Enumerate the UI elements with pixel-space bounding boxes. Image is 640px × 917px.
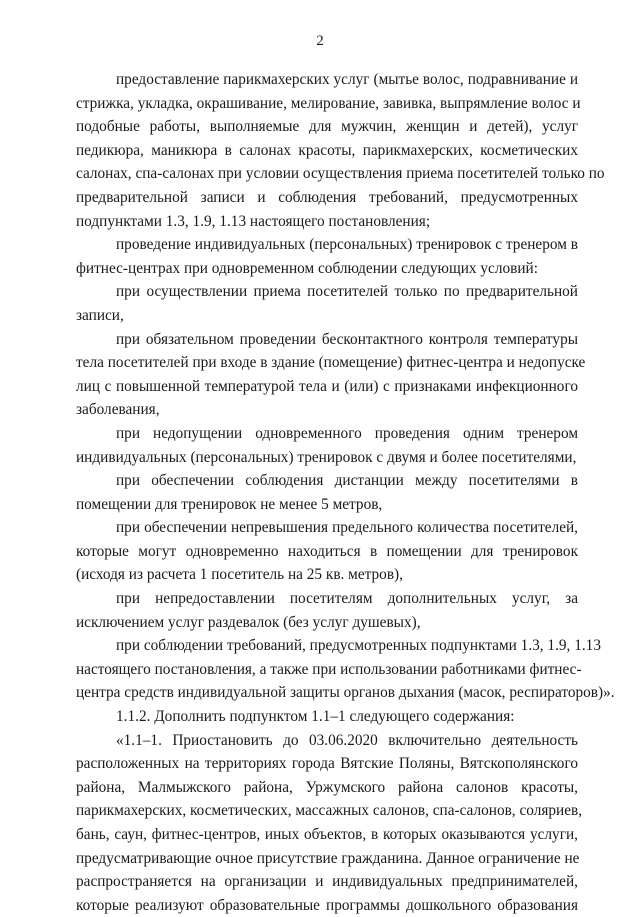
text-line: при осуществлении приема посетителей только по предварительной	[116, 283, 578, 301]
text-line: парикмахерских, косметических, массажных салонов, спа-салонов, соляриев,	[76, 802, 583, 820]
text-line: предварительной записи и соблюдения требований, предусмотренных	[76, 188, 578, 206]
text-line: исключением услуг раздевалок (без услуг душевых),	[76, 613, 421, 631]
page-number: 2	[316, 33, 324, 49]
text-line: салонах, спа-салонах при условии осуществления приема посетителей только по	[76, 165, 605, 183]
text-line: при обеспечении непревышения предельного количества посетителей,	[116, 519, 578, 537]
text-line: предусматривающие очное присутствие гражданина. Данное ограничение не	[76, 849, 580, 867]
text-line: лиц с повышенной температурой тела и (или) с признаками инфекционного	[76, 377, 578, 395]
paragraph	[76, 422, 578, 469]
paragraph	[76, 280, 578, 327]
paragraph	[76, 328, 586, 422]
text-line: индивидуальных (персональных) тренировок с двумя и более посетителями,	[76, 448, 577, 466]
text-line: записи,	[76, 306, 124, 324]
text-line: подпунктами 1.3, 1.9, 1.13 настоящего постановления;	[76, 212, 431, 230]
text-line: настоящего постановления, а также при использовании работниками фитнес-	[76, 660, 582, 678]
text-line: при обеспечении соблюдения дистанции между посетителями в	[116, 472, 578, 490]
text-line: распространяется на организации и индивидуальных предпринимателей,	[76, 873, 578, 891]
text-line: заболевания,	[76, 401, 160, 419]
text-line: стрижка, укладка, окрашивание, мелирование, завивка, выпрямление волос и	[76, 94, 581, 112]
paragraph	[76, 705, 578, 729]
paragraph	[76, 729, 583, 917]
text-line: центра средств индивидуальной защиты органов дыхания (масок, респираторов)».	[76, 684, 615, 702]
text-line: при обязательном проведении бесконтактного контроля температуры	[116, 330, 578, 348]
text-line: 1.1.2. Дополнить подпунктом 1.1–1 следующего содержания:	[116, 708, 515, 726]
text-line: при непредоставлении посетителям дополнительных услуг, за	[116, 590, 578, 608]
text-line: помещении для тренировок не менее 5 метров,	[76, 495, 383, 513]
text-line: района, Малмыжского района, Уржумского района салонов красоты,	[76, 778, 578, 796]
paragraph	[76, 233, 578, 280]
paragraph	[76, 634, 615, 705]
text-line: (исходя из расчета 1 посетитель на 25 кв. метров),	[76, 566, 403, 584]
text-line: проведение индивидуальных (персональных) тренировок с тренером в	[116, 236, 578, 254]
text-line: тела посетителей при входе в здание (помещение) фитнес-центра и недопуске	[76, 354, 586, 372]
text-line: которые могут одновременно находиться в помещении для тренировок	[76, 542, 578, 560]
text-line: при недопущении одновременного проведения одним тренером	[116, 424, 578, 442]
paragraph	[76, 587, 578, 634]
text-line: предоставление парикмахерских услуг (мытье волос, подравнивание и	[116, 71, 578, 88]
document-body	[76, 68, 615, 917]
paragraph	[76, 516, 578, 587]
text-line: которые реализуют образовательные программы дошкольного образования	[76, 896, 578, 914]
text-line: фитнес-центрах при одновременном соблюдении следующих условий:	[76, 259, 538, 277]
text-line: бань, саун, фитнес-центров, иных объектов, в которых оказываются услуги,	[76, 826, 578, 843]
paragraph	[76, 469, 578, 516]
text-line: педикюра, маникюра в салонах красоты, парикмахерских, косметических	[76, 141, 578, 159]
text-line: подобные работы, выполняемые для мужчин, женщин и детей), услуг	[76, 118, 578, 136]
text-line: при соблюдении требований, предусмотренных подпунктами 1.3, 1.9, 1.13	[116, 637, 601, 655]
text-line: расположенных на территориях города Вятские Поляны, Вятскополянского	[76, 755, 578, 773]
text-line: «1.1–1. Приостановить до 03.06.2020 включительно деятельность	[116, 731, 578, 749]
paragraph	[76, 68, 605, 233]
